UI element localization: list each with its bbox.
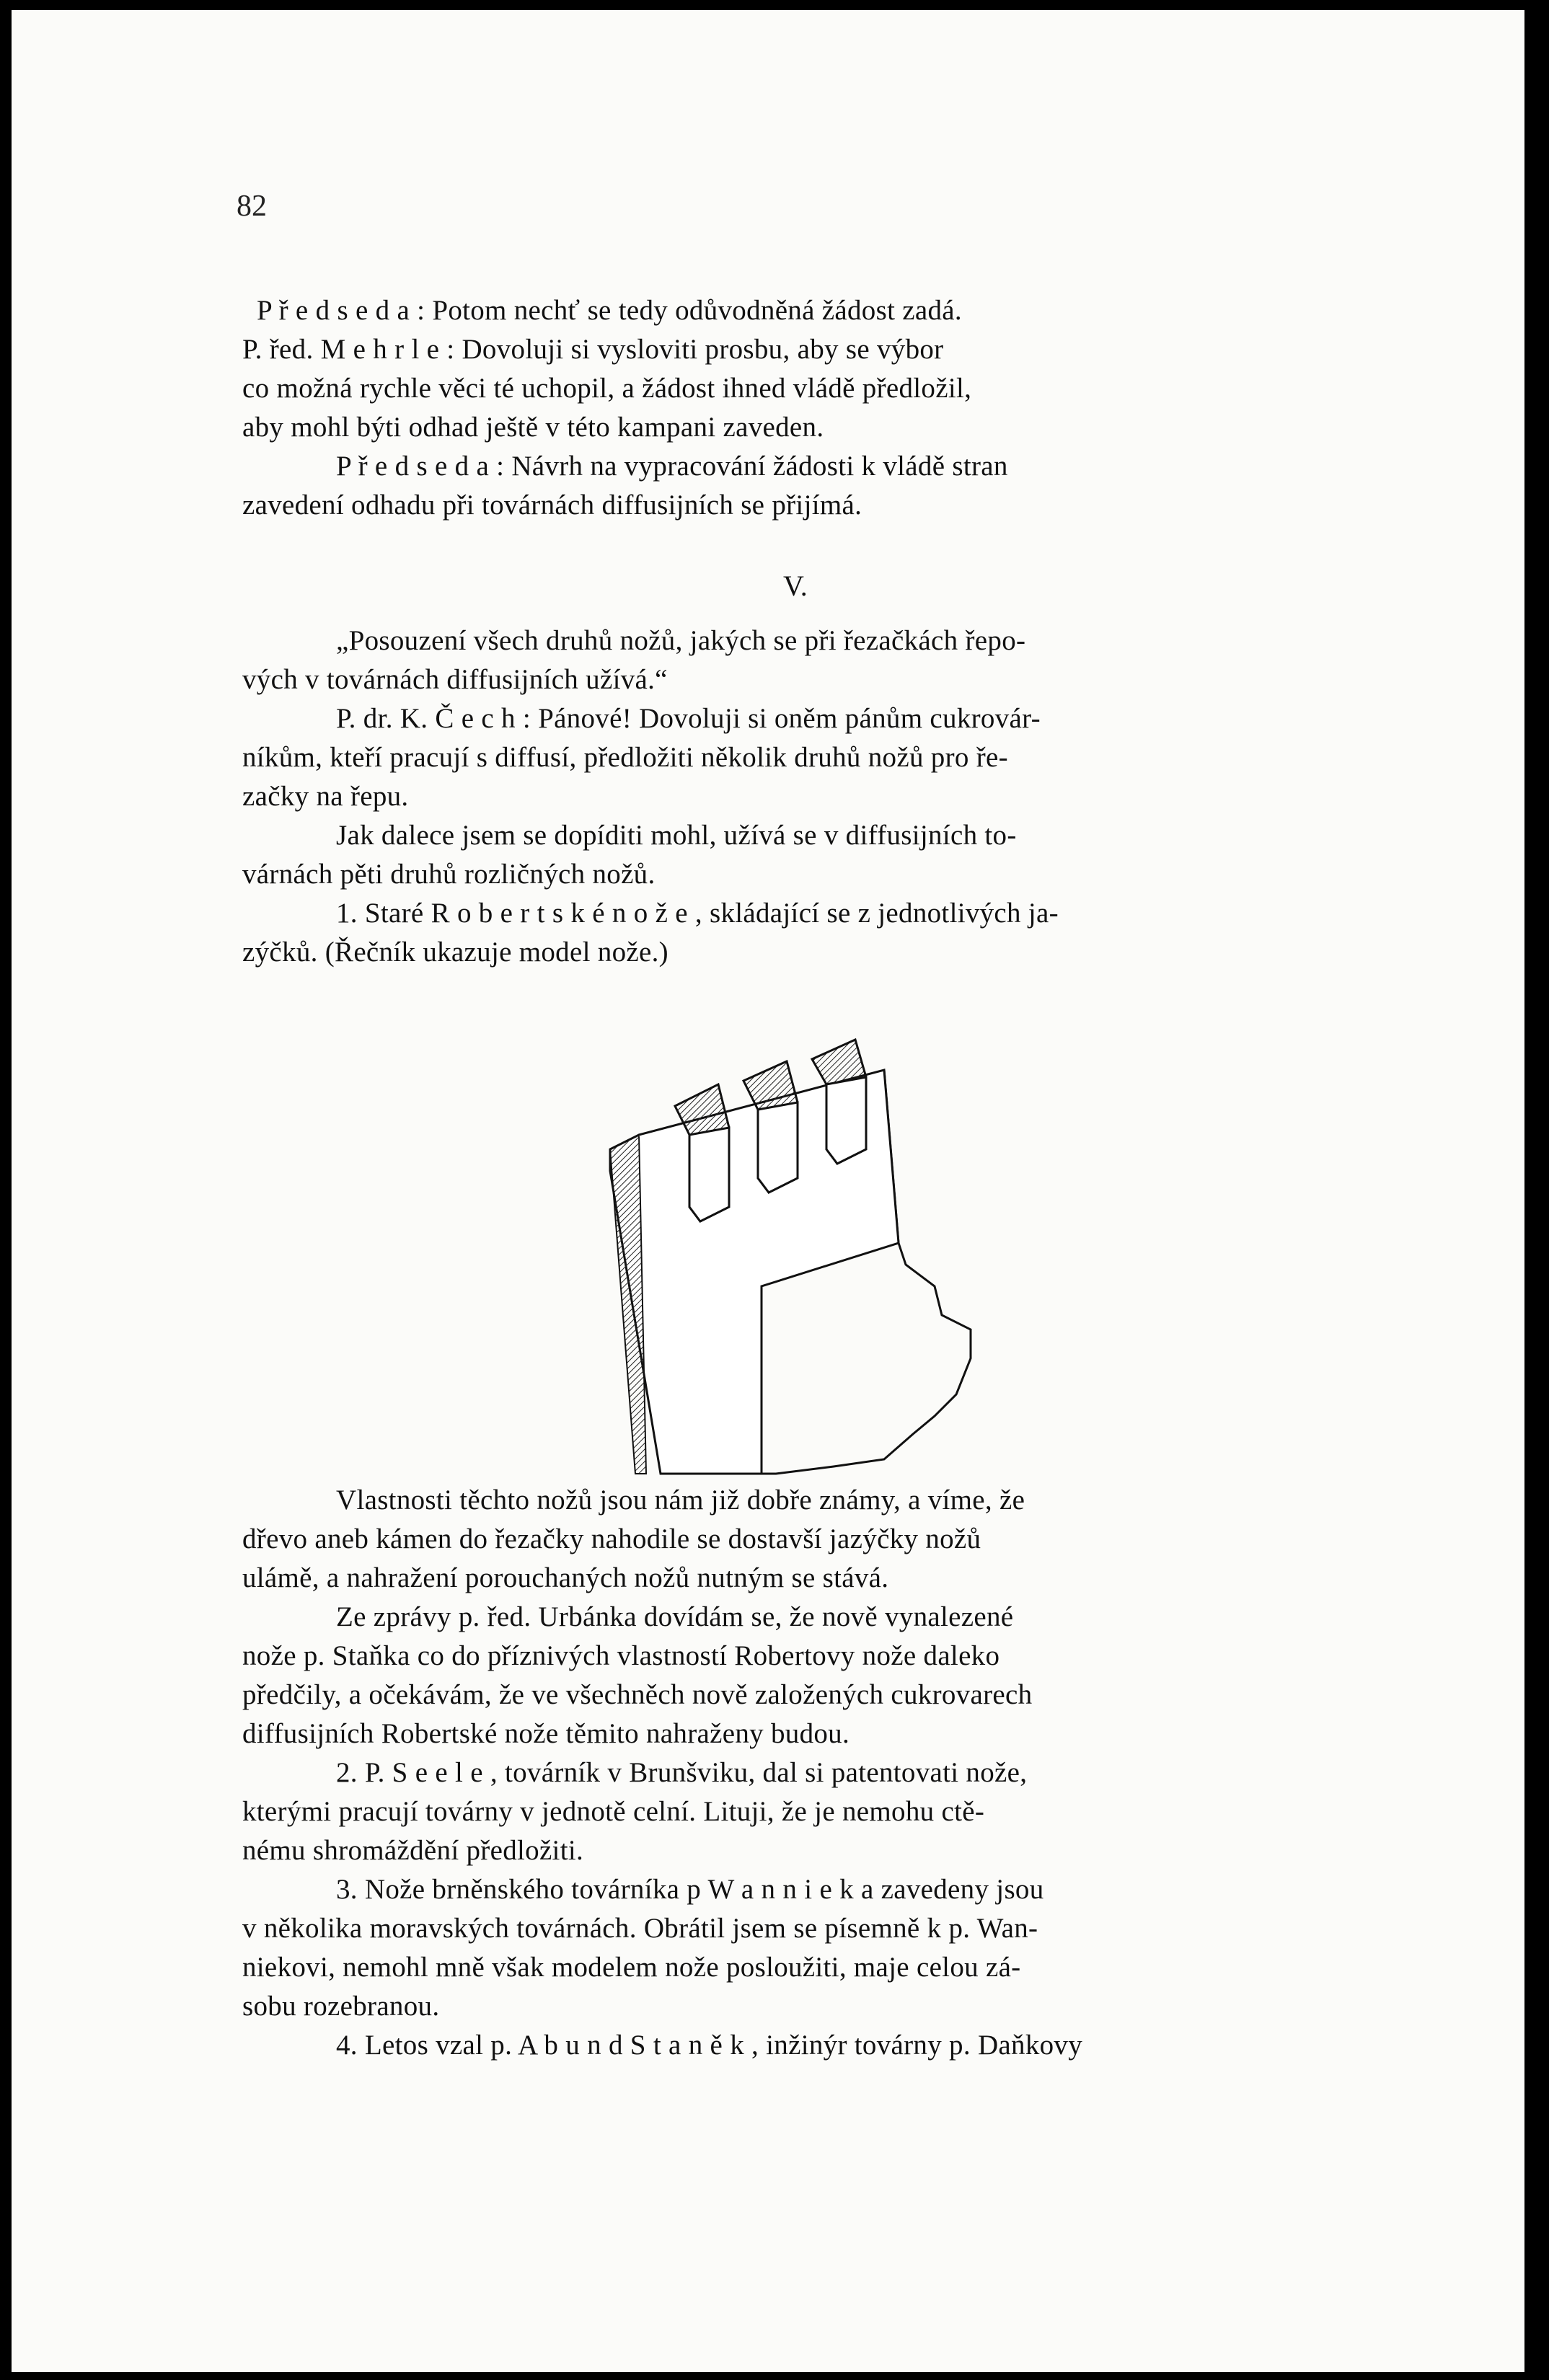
section-heading: V. — [783, 570, 808, 602]
text-line: Ze zprávy p. řed. Urbánka dovídám se, že nově vynalezené — [336, 1601, 1014, 1632]
text-line: kterými pracují továrny v jednotě celní. Lituji, že je nemohu ctě- — [242, 1796, 985, 1827]
text-line: 1. Staré R o b e r t s k é n o ž e , skládající se z jednotlivých ja- — [336, 898, 1059, 929]
text-line: P ř e d s e d a : Potom nechť se tedy odůvodněná žádost zadá. — [257, 295, 962, 326]
paragraph-block-1 — [242, 291, 1367, 525]
text-line: co možná rychle věci té uchopil, a žádost ihned vládě předložil, — [242, 373, 972, 404]
text-line: Jak dalece jsem se dopíditi mohl, užívá se v diffusijních to- — [336, 820, 1017, 851]
text-line: nože p. Staňka co do příznivých vlastností Robertovy nože daleko — [242, 1640, 1000, 1671]
text-line: P. dr. K. Č e c h : Pánové! Dovoluji si oněm pánům cukrovár- — [336, 703, 1041, 734]
text-line: niekovi, nemohl mně však modelem nože posloužiti, maje celou zá- — [242, 1952, 1021, 1983]
text-line: P ř e d s e d a : Návrh na vypracování žádosti k vládě stran — [336, 451, 1008, 482]
text-line: zýčků. (Řečník ukazuje model nože.) — [242, 937, 668, 968]
text-line: předčily, a očekávám, že ve všechněch nově založených cukrovarech — [242, 1679, 1033, 1710]
scanned-page — [12, 10, 1524, 2372]
robert-knife-illustration-icon — [596, 1027, 1043, 1488]
text-line: v několika moravských továrnách. Obrátil jsem se písemně k p. Wan- — [242, 1913, 1038, 1944]
text-line: várnách pěti druhů rozličných nožů. — [242, 859, 656, 890]
page-number: 82 — [237, 190, 267, 223]
text-line: nému shromáždění předložiti. — [242, 1835, 584, 1866]
text-line: diffusijních Robertské nože těmito nahraženy budou. — [242, 1718, 850, 1749]
text-line: Vlastnosti těchto nožů jsou nám již dobře známy, a víme, že — [336, 1485, 1025, 1516]
paragraph-block-3 — [242, 1481, 1367, 2065]
text-line: „Posouzení všech druhů nožů, jakých se při řezačkách řepo- — [336, 625, 1026, 656]
text-line: vých v továrnách diffusijních užívá.“ — [242, 664, 668, 695]
text-line: 3. Nože brněnského továrníka p W a n n i e k a zavedeny jsou — [336, 1874, 1044, 1905]
text-line: P. řed. M e h r l e : Dovoluji si vysloviti prosbu, aby se výbor — [242, 334, 944, 365]
text-line: ulámě, a nahražení porouchaných nožů nutným se stává. — [242, 1562, 889, 1593]
text-line: sobu rozebranou. — [242, 1991, 440, 2022]
paragraph-block-2 — [242, 621, 1367, 972]
text-line: 4. Letos vzal p. A b u n d S t a n ě k , inžinýr továrny p. Daňkovy — [336, 2030, 1083, 2061]
knife-illustration — [596, 1027, 1043, 1488]
text-line: dřevo aneb kámen do řezačky nahodile se dostavší jazýčky nožů — [242, 1523, 981, 1554]
text-line: níkům, kteří pracují s diffusí, předložiti několik druhů nožů pro ře- — [242, 742, 1008, 773]
text-line: aby mohl býti odhad ještě v této kampani zaveden. — [242, 412, 824, 443]
text-line: zavedení odhadu při továrnách diffusijních se přijímá. — [242, 490, 862, 521]
text-line: začky na řepu. — [242, 781, 409, 812]
text-line: 2. P. S e e l e , továrník v Brunšviku, dal si patentovati nože, — [336, 1757, 1028, 1788]
